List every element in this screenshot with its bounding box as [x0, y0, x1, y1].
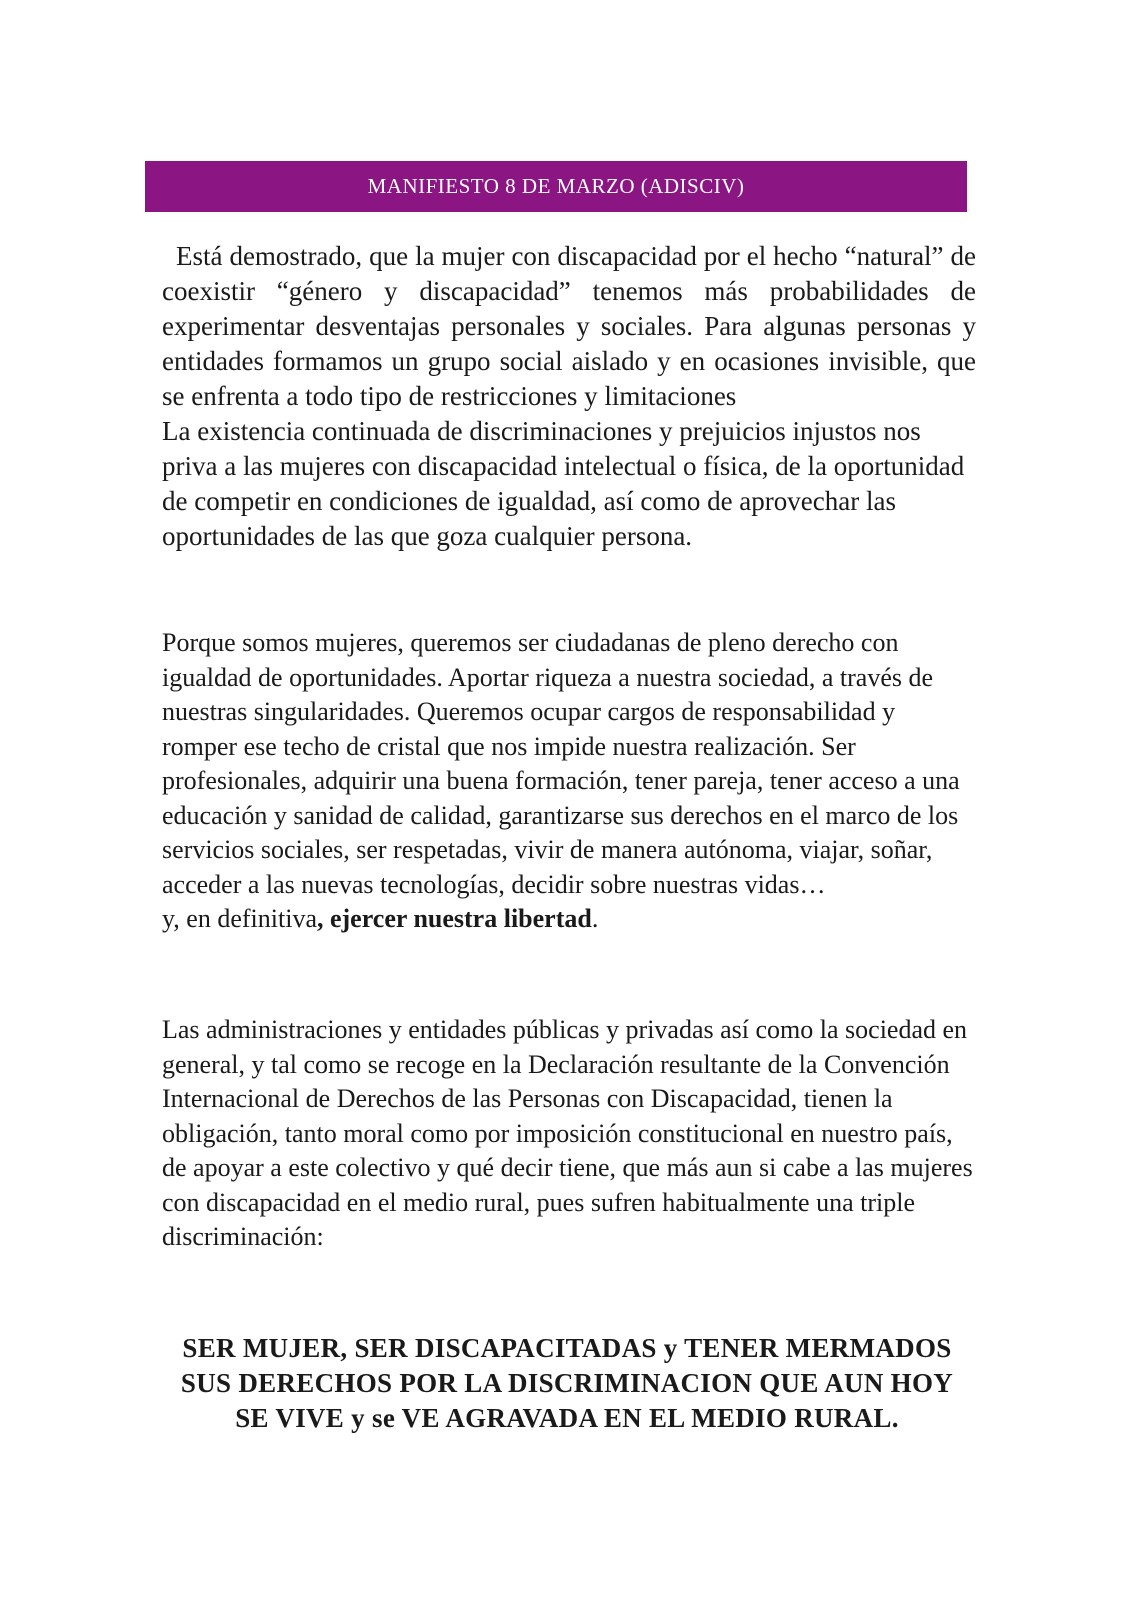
paragraph-demands-body: Porque somos mujeres, queremos ser ciudadanas de pleno derecho con igualdad de oportunidades. Aportar riqueza a nuestra sociedad, a través de nuestras singularidades. Queremos ocupar cargos de responsabilidad y romper ese techo de cristal que nos impide nuestra realización. Ser profesionales, adquirir una buena formación, tener pareja, tener acceso a una educación y sanidad de calidad, garantizarse sus derechos en el marco de los servicios sociales, ser respetadas, vivir de manera autónoma, viajar, soñar, acceder a las nuevas tecnologías, decidir sobre nuestras vidas…: [162, 628, 960, 899]
paragraph-administrations-body: Las administraciones y entidades públicas y privadas así como la sociedad en general, y tal como se recoge en la Declaración resultante de la Convención Internacional de Derechos de las Personas con Discapacidad, tienen la obligación, tanto moral como por imposición constitucional en nuestro país, de apoyar a este colectivo y qué decir tiene, que más aun si cabe a las mujeres con discapacidad en el medio rural, pues sufren habitualmente una triple discriminación:: [162, 1015, 973, 1251]
ending-plain-text: y, en definitiva: [162, 904, 317, 933]
paragraph-intro-justified: Está demostrado, que la mujer con discapacidad por el hecho “natural” de coexistir “género y discapacidad” tenemos más probabilidades de experimentar desventajas personales y sociales. Para algunas personas y entidades formamos un grupo social aislado y en ocasiones invisible, que se enfrenta a todo tipo de restricciones y limitaciones: [162, 241, 976, 411]
paragraph-intro-continued: La existencia continuada de discriminaciones y prejuicios injustos nos priva a las mujeres con discapacidad intelectual o física, de la oportunidad de competir en condiciones de igualdad, así como de aprovechar las oportunidades de las que goza cualquier persona.: [162, 416, 965, 551]
paragraph-administrations: [162, 1013, 976, 1255]
closing-statement-text: SER MUJER, SER DISCAPACITADAS y TENER MERMADOS SUS DERECHOS POR LA DISCRIMINACION QUE AUN HOY SE VIVE y se VE AGRAVADA EN EL MEDIO RURAL.: [180, 1333, 954, 1433]
paragraph-demands: [162, 626, 976, 937]
paragraph-intro: [162, 239, 976, 554]
closing-statement: [162, 1331, 972, 1436]
paragraph-demands-ending: [162, 902, 976, 937]
ending-period: .: [591, 904, 599, 933]
ending-bold-text: , ejercer nuestra libertad: [316, 904, 592, 933]
title-banner: [145, 161, 967, 212]
document-title: MANIFIESTO 8 DE MARZO (ADISCIV): [367, 174, 745, 198]
